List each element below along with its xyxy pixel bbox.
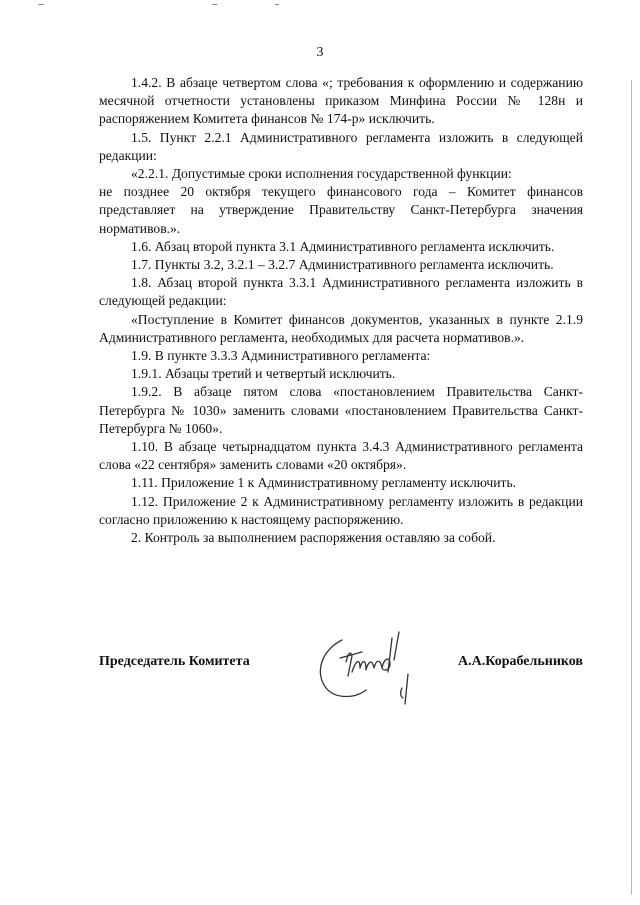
paragraph: не позднее 20 октября текущего финансового года – Комитет финансов представляет на утверждение Правительству Санкт-Петербурга значения нормативов.». (99, 184, 583, 236)
signatory-name: А.А.Корабельников (458, 654, 583, 669)
scan-mark (275, 4, 279, 5)
handwritten-signature (304, 628, 434, 718)
paragraph: 1.5. Пункт 2.2.1 Административного регламента изложить в следующей редакции: (99, 129, 583, 163)
scan-edge-line (631, 80, 632, 895)
page-number: 3 (316, 45, 324, 60)
paragraph: 1.12. Приложение 2 к Административному регламенту изложить в редакции согласно приложению к настоящему распоряжению. (99, 493, 583, 527)
document-body (99, 74, 583, 547)
scan-mark (212, 4, 217, 5)
paragraph: 1.9.2. В абзаце пятом слова «постановлением Правительства Санкт-Петербурга № 1030» заменить словами «постановлением Правительства Санкт-Петербурга № 1060». (99, 384, 583, 436)
signature-block (99, 650, 583, 730)
paragraph: «2.2.1. Допустимые сроки исполнения государственной функции: (131, 166, 512, 182)
paragraph: 1.7. Пункты 3.2, 3.2.1 – 3.2.7 Административного регламента исключить. (131, 257, 554, 273)
paragraph: 1.9. В пункте 3.3.3 Административного регламента: (131, 348, 431, 364)
paragraph: 1.4.2. В абзаце четвертом слова «; требования к оформлению и содержанию месячной отчетности установлены приказом Минфина России № 128н и распоряжением Комитета финансов № 174-р» исключить. (99, 75, 583, 127)
scan-mark (38, 4, 44, 5)
paragraph: 1.6. Абзац второй пункта 3.1 Административного регламента исключить. (131, 238, 555, 254)
signatory-title: Председатель Комитета (99, 654, 250, 669)
paragraph: 1.11. Приложение 1 к Административному регламенту исключить. (131, 475, 517, 491)
paragraph: «Поступление в Комитет финансов документов, указанных в пункте 2.1.9 Административного регламента, необходимых для расчета нормативов.». (99, 311, 583, 345)
paragraph: 2. Контроль за выполнением распоряжения оставляю за собой. (131, 530, 496, 546)
paragraph: 1.8. Абзац второй пункта 3.3.1 Административного регламента изложить в следующей редакции: (99, 275, 583, 309)
paragraph: 1.10. В абзаце четырнадцатом пункта 3.4.3 Административного регламента слова «22 сентября» заменить словами «20 октября». (99, 439, 583, 473)
paragraph: 1.9.1. Абзацы третий и четвертый исключить. (131, 366, 396, 382)
